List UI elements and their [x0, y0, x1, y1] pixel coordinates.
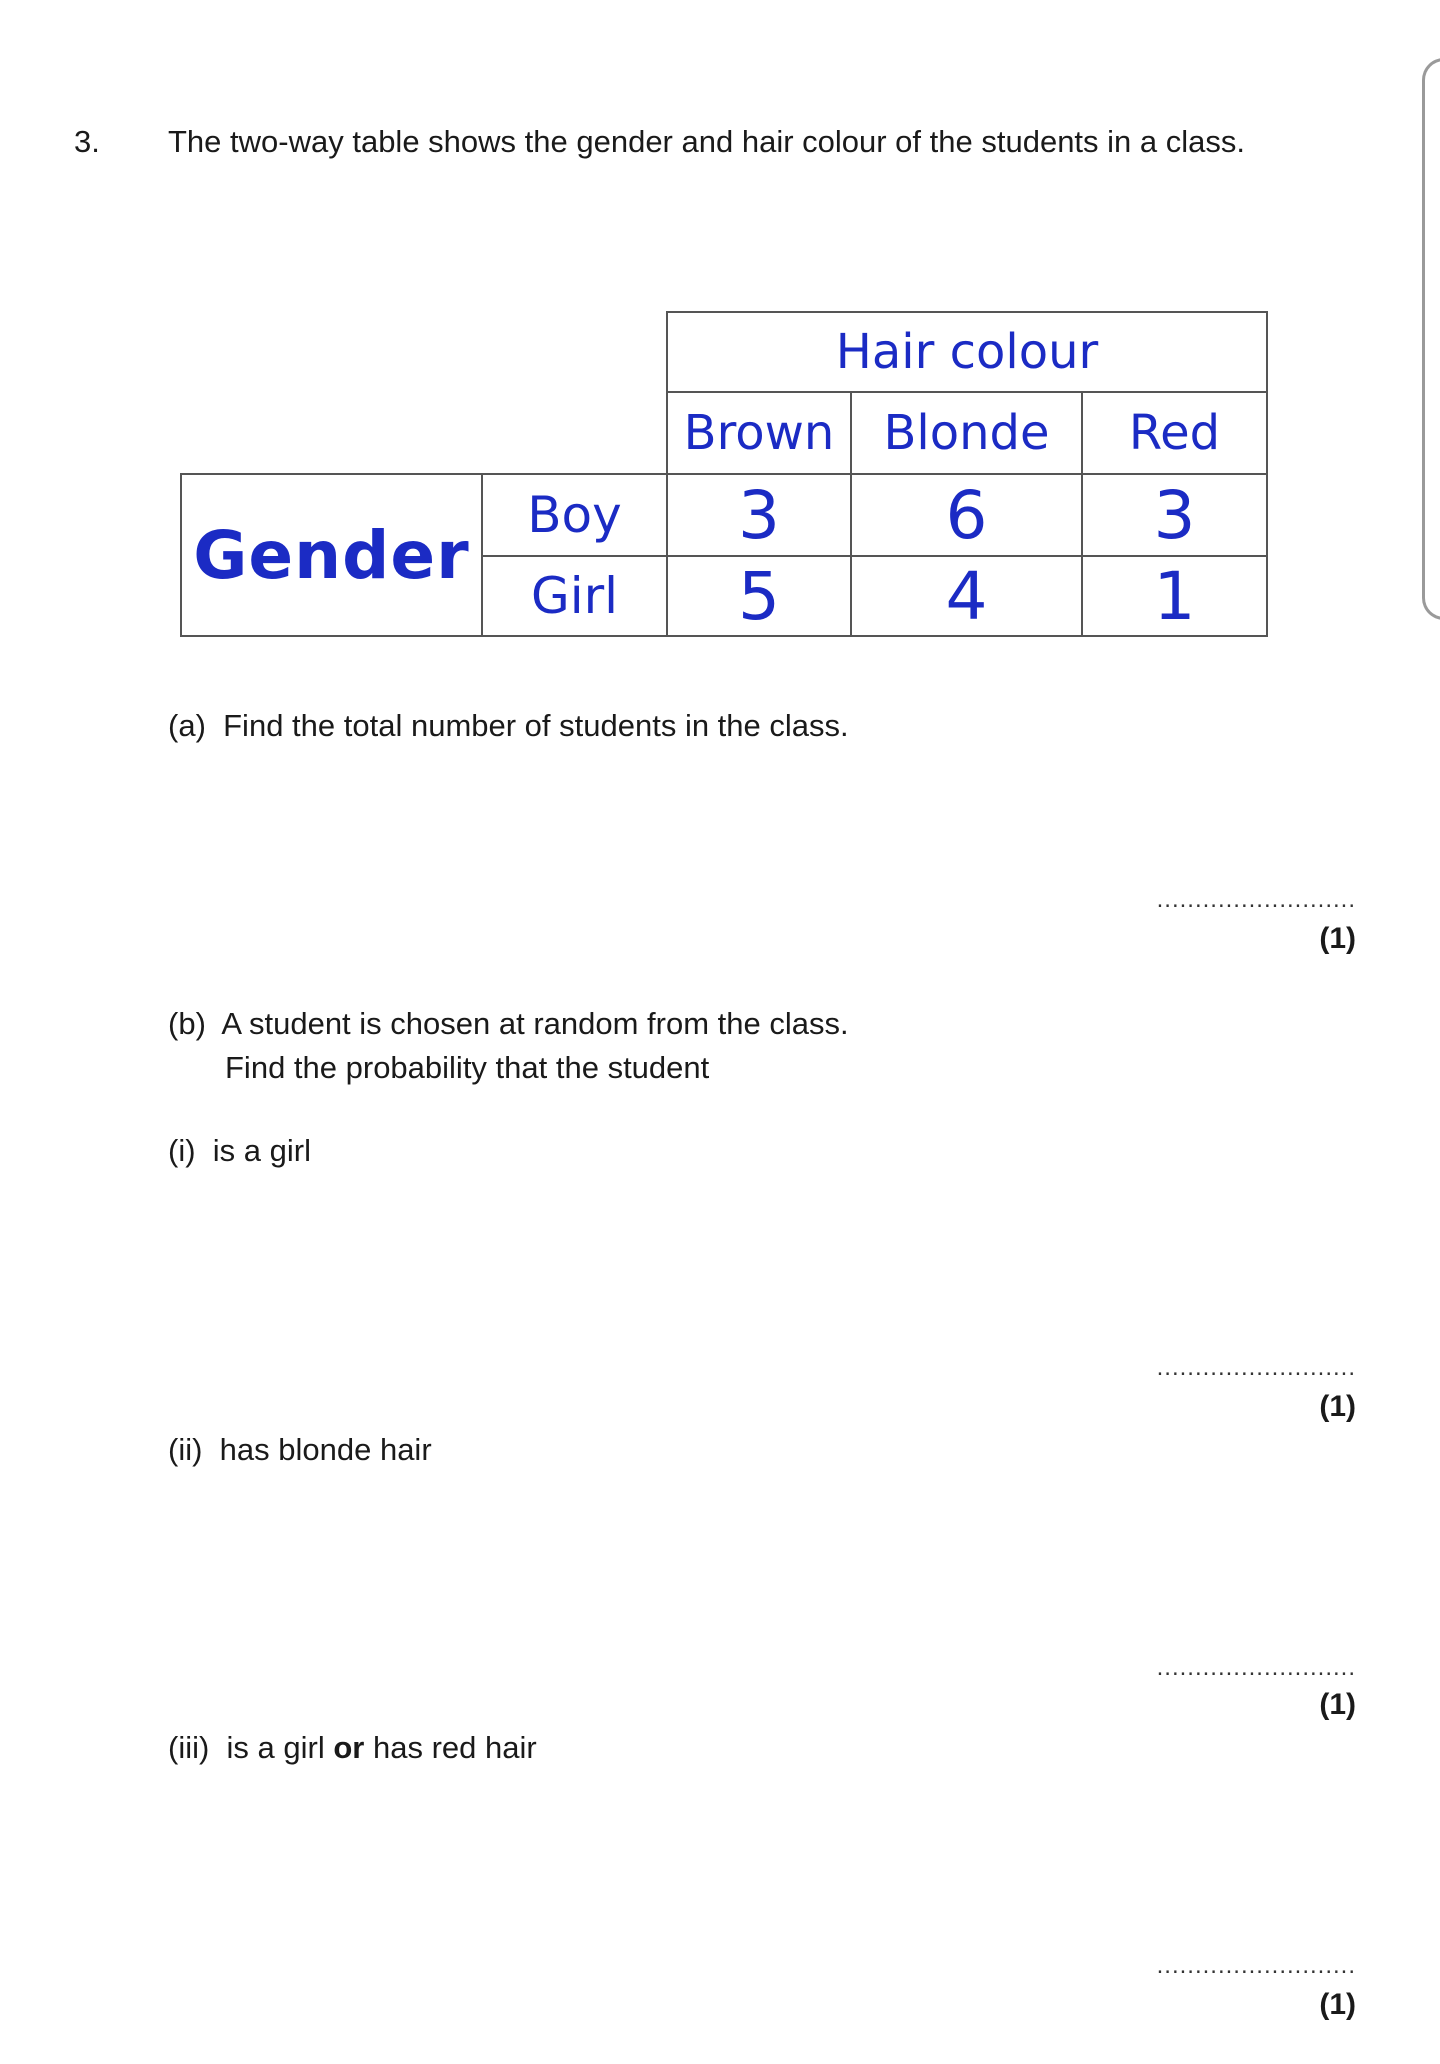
question-number: 3.	[74, 124, 100, 159]
row-label-girl: Girl	[481, 555, 668, 637]
row-label-boy: Boy	[481, 473, 668, 557]
part-b-iii-answer-line[interactable]: ..........................	[1156, 1952, 1356, 1979]
part-b-ii-label: (ii)	[168, 1432, 203, 1467]
table-header-hair-colour: Hair colour	[666, 311, 1268, 393]
cell-girl-red: 1	[1081, 555, 1268, 637]
part-b-ii-answer-line[interactable]: ..........................	[1156, 1654, 1356, 1681]
part-b-line2: Find the probability that the student	[225, 1050, 710, 1085]
cell-girl-blonde: 4	[850, 555, 1083, 637]
cell-boy-red: 3	[1081, 473, 1268, 557]
cell-boy-brown: 3	[666, 473, 852, 557]
part-a-label: (a)	[168, 708, 206, 743]
cell-girl-brown: 5	[666, 555, 852, 637]
row-header-gender: Gender	[180, 473, 483, 637]
column-header-brown: Brown	[666, 391, 852, 475]
column-header-blonde: Blonde	[850, 391, 1083, 475]
part-b-i-label: (i)	[168, 1133, 196, 1168]
question-stem: The two-way table shows the gender and hair colour of the students in a class.	[168, 124, 1245, 159]
part-b-ii-question	[168, 1428, 432, 1472]
part-b-iii-marks: (1)	[1319, 1988, 1356, 2021]
part-b-line1: A student is chosen at random from the class.	[221, 1006, 849, 1041]
page-edge-bracket	[1422, 58, 1440, 620]
part-a-text: Find the total number of students in the class.	[223, 708, 849, 743]
part-b-intro	[168, 1002, 849, 1046]
part-b-ii-marks: (1)	[1319, 1688, 1356, 1721]
column-header-red: Red	[1081, 391, 1268, 475]
part-b-iii-label: (iii)	[168, 1730, 210, 1765]
part-b-i-text: is a girl	[212, 1133, 311, 1168]
part-a-marks: (1)	[1319, 922, 1356, 955]
part-b-i-marks: (1)	[1319, 1390, 1356, 1423]
part-b-iii-text-after: has red hair	[373, 1730, 537, 1765]
part-a-question	[168, 704, 849, 748]
part-b-iii-question	[168, 1726, 537, 1770]
part-b-iii-text-before: is a girl	[226, 1730, 325, 1765]
part-b-ii-text: has blonde hair	[219, 1432, 432, 1467]
part-b-iii-text-bold: or	[333, 1730, 365, 1765]
part-a-answer-line[interactable]: ..........................	[1156, 886, 1356, 913]
part-b-label: (b)	[168, 1006, 206, 1041]
part-b-i-question	[168, 1129, 311, 1173]
part-b-i-answer-line[interactable]: ..........................	[1156, 1354, 1356, 1381]
cell-boy-blonde: 6	[850, 473, 1083, 557]
